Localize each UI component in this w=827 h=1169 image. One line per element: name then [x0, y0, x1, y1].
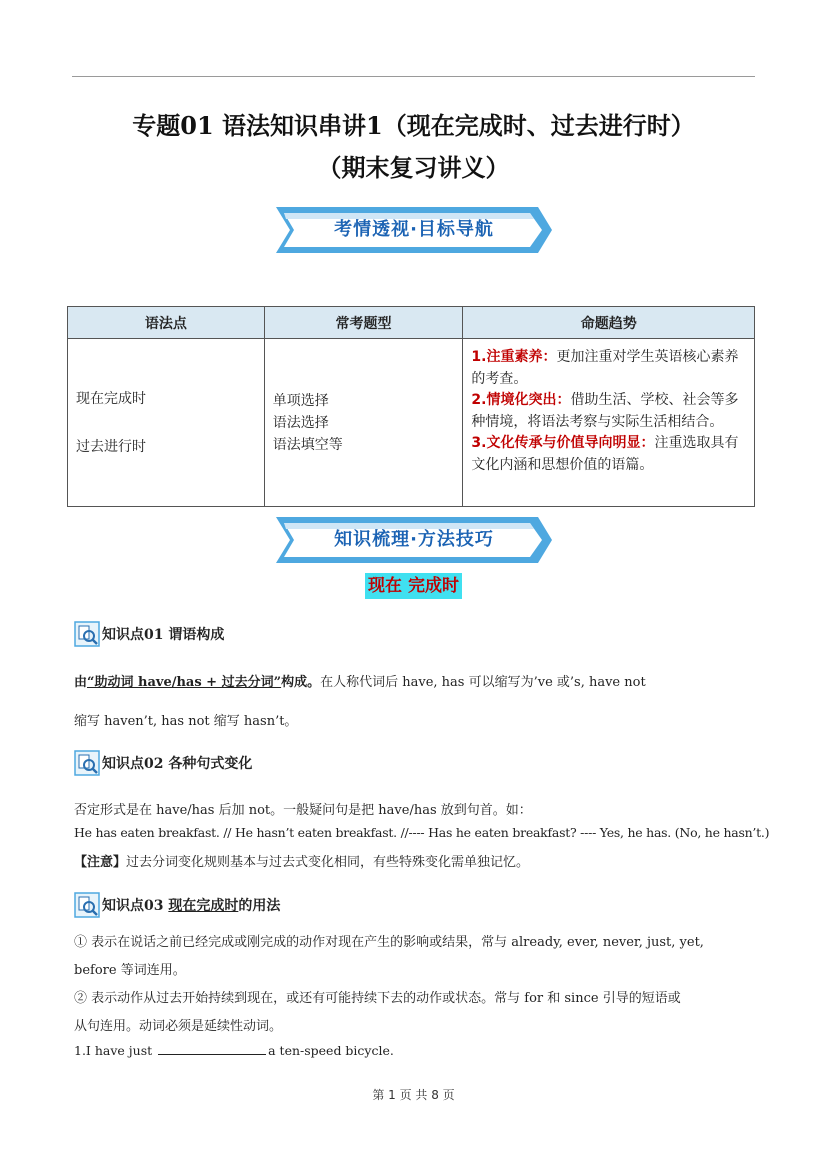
trend-label: 3.文化传承与价值导向明显：	[471, 435, 655, 451]
note-text: 过去分词变化规则基本与过去式变化相同，有些特殊变化需单独记忆。	[126, 855, 530, 870]
table-header-question-types: 常考题型	[264, 307, 463, 339]
grammar-points-cell	[68, 339, 265, 507]
magnifier-document-icon	[74, 750, 100, 776]
trend-text: 借助生活、学校、社会等多	[570, 392, 739, 408]
kp1-bold-post: 构成。	[281, 675, 321, 690]
grammar-point: 过去进行时	[76, 438, 146, 455]
kp1-line2: 缩写 haven’t, has not 缩写 hasn’t。	[74, 714, 298, 729]
trend-line	[471, 412, 746, 434]
trend-line	[471, 369, 746, 391]
grammar-point: 现在完成时	[76, 390, 146, 407]
section-heading-present-perfect: 现在 完成时	[365, 573, 462, 599]
table-row	[68, 339, 755, 507]
table-header-trends: 命题趋势	[463, 307, 755, 339]
banner-exam-overview-label: 考情透视·目标导航	[334, 219, 494, 240]
example-suffix: a ten-speed bicycle.	[268, 1043, 394, 1058]
knowledge-point-03	[74, 892, 280, 918]
trend-line	[471, 390, 746, 412]
trend-line	[471, 433, 746, 455]
trends-cell	[463, 339, 755, 507]
trend-label: 2.情境化突出：	[471, 392, 571, 408]
question-type: 语法选择	[272, 414, 329, 431]
knowledge-point-02	[74, 750, 252, 776]
table-header-grammar: 语法点	[68, 307, 265, 339]
exam-trend-table	[67, 306, 755, 507]
question-types-cell	[264, 339, 463, 507]
knowledge-point-label: 知识点02 各种句式变化	[102, 756, 253, 772]
spacer	[76, 411, 256, 435]
banner-exam-overview	[276, 207, 552, 253]
kp3-example	[74, 1043, 764, 1058]
note-label: 【注意】	[74, 855, 127, 870]
magnifier-document-icon	[74, 621, 100, 647]
knowledge-point-01	[74, 621, 224, 647]
banner-knowledge-summary	[276, 517, 552, 563]
kp2-note	[74, 851, 764, 870]
trend-text: 注重选取具有	[654, 435, 739, 451]
trend-label: 1.注重素养：	[471, 349, 557, 365]
answer-blank[interactable]	[158, 1043, 266, 1055]
page-title: 专题01 语法知识串讲1（现在完成时、过去进行时）	[132, 111, 695, 140]
knowledge-point-label	[102, 895, 280, 915]
trend-line	[471, 455, 746, 477]
kp3-line4: 从句连用。动词必须是延续性动词。	[74, 1019, 283, 1034]
kp2-line1: 否定形式是在 have/has 后加 not。一般疑问句是把 have/has 放到句首。如：	[74, 803, 532, 818]
magnifier-document-icon	[74, 892, 100, 918]
kp1-bold-formula: “助动词 have/has + 过去分词”	[87, 675, 282, 690]
question-type: 语法填空等	[272, 436, 343, 453]
kp2-line2: He has eaten breakfast. // He hasn’t eaten breakfast. //---- Has he eaten breakfast? ---- Yes, he has. (No, he hasn’t.)	[74, 825, 770, 840]
kp3-label-post: 的用法	[238, 898, 281, 914]
kp1-rest: 在人称代词后 have, has 可以缩写为’ve 或’s, have not	[320, 675, 646, 690]
knowledge-point-label: 知识点01 谓语构成	[102, 627, 225, 643]
trend-line	[471, 347, 746, 369]
trend-text: 的考查。	[471, 370, 528, 387]
kp3-line2: before 等词连用。	[74, 963, 186, 978]
table-header-row	[68, 307, 755, 339]
top-rule	[72, 76, 755, 77]
trend-text: 更加注重对学生英语核心素养	[556, 349, 739, 365]
page-subtitle: （期末复习讲义）	[317, 153, 510, 182]
trend-text: 文化内涵和思想价值的语篇。	[471, 456, 654, 473]
page-footer: 第 1 页 共 8 页	[372, 1088, 455, 1102]
banner-knowledge-summary-label: 知识梳理·方法技巧	[334, 529, 494, 550]
kp1-line1	[74, 671, 764, 690]
kp3-line3: ② 表示动作从过去开始持续到现在，或还有可能持续下去的动作或状态。常与 for 和 since 引导的短语或	[74, 991, 681, 1006]
kp3-label-pre: 知识点03	[102, 898, 169, 914]
question-type: 单项选择	[272, 392, 329, 409]
kp3-line1: ① 表示在说话之前已经完成或刚完成的动作对现在产生的影响或结果，常与 already, ever, never, just, yet,	[74, 935, 704, 950]
trend-text: 种情境，将语法考察与实际生活相结合。	[471, 413, 724, 430]
kp1-bold-pre: 由	[74, 675, 88, 690]
example-prefix: 1.I have just	[74, 1043, 157, 1058]
kp3-label-underlined: 现在完成时	[168, 898, 239, 914]
